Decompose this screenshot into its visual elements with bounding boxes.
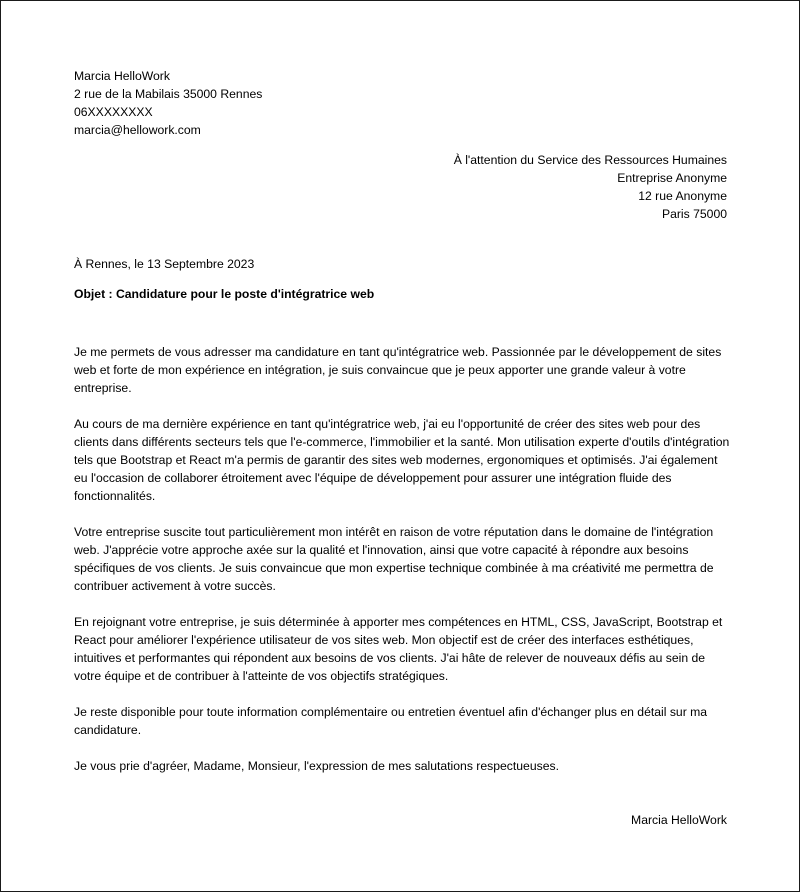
recipient-attention: À l'attention du Service des Ressources Humaines [453,153,727,167]
body-paragraph: Je me permets de vous adresser ma candidature en tant qu'intégratrice web. Passionnée par le développement de sites web et forte de mon expérience en intégration, je suis convaincue que je peux apporter une grande valeur à votre entreprise. [74,345,722,395]
letter-body [74,343,734,793]
signature: Marcia HelloWork [631,813,727,827]
recipient-city: Paris 75000 [661,207,727,221]
body-paragraph: En rejoignant votre entreprise, je suis déterminée à apporter mes compétences en HTML, CSS, JavaScript, Bootstrap et React pour améliorer l'expérience utilisateur de vos sites web. Mon objectif est de créer des interfaces esthétiques, intuitives et performantes qui répondent aux besoins de vos clients. J'ai hâte de relever de nouveaux défis au sein de votre équipe et de contribuer à l'atteinte de vos objectifs stratégiques. [74,615,723,683]
recipient-block [307,151,727,223]
body-paragraph: Je reste disponible pour toute information complémentaire ou entretien éventuel afin d'échanger plus en détail sur ma candidature. [74,705,708,737]
sender-block [74,67,474,139]
sender-phone: 06XXXXXXXX [74,105,153,119]
body-paragraph: Votre entreprise suscite tout particulièrement mon intérêt en raison de votre réputation dans le domaine de l'intégration web. J'apprécie votre approche axée sur la qualité et l'innovation, ainsi que votre capacité à répondre aux besoins spécifiques de vos clients. Je suis convaincue que mon expertise technique combinée à ma créativité me permettra de contribuer activement à votre succès. [74,525,714,593]
closing-paragraph: Je vous prie d'agréer, Madame, Monsieur, l'expression de mes salutations respectueuses. [74,759,559,773]
sender-name: Marcia HelloWork [74,69,170,83]
sender-email: marcia@hellowork.com [74,123,201,137]
date-line: À Rennes, le 13 Septembre 2023 [74,257,255,271]
sender-address: 2 rue de la Mabilais 35000 Rennes [74,87,263,101]
body-paragraph: Au cours de ma dernière expérience en tant qu'intégratrice web, j'ai eu l'opportunité de créer des sites web pour des clients dans différents secteurs tels que l'e-commerce, l'immobilier et la santé. Mon utilisation experte d'outils d'intégration tels que Bootstrap et React m'a permis de garantir des sites web modernes, ergonomiques et optimisés. J'ai également eu l'occasion de collaborer étroitement avec l'équipe de développement pour assurer une intégration fluide des fonctionnalités. [74,417,730,503]
recipient-company: Entreprise Anonyme [617,171,727,185]
subject-line: Objet : Candidature pour le poste d'intégratrice web [74,287,375,301]
recipient-street: 12 rue Anonyme [638,189,727,203]
